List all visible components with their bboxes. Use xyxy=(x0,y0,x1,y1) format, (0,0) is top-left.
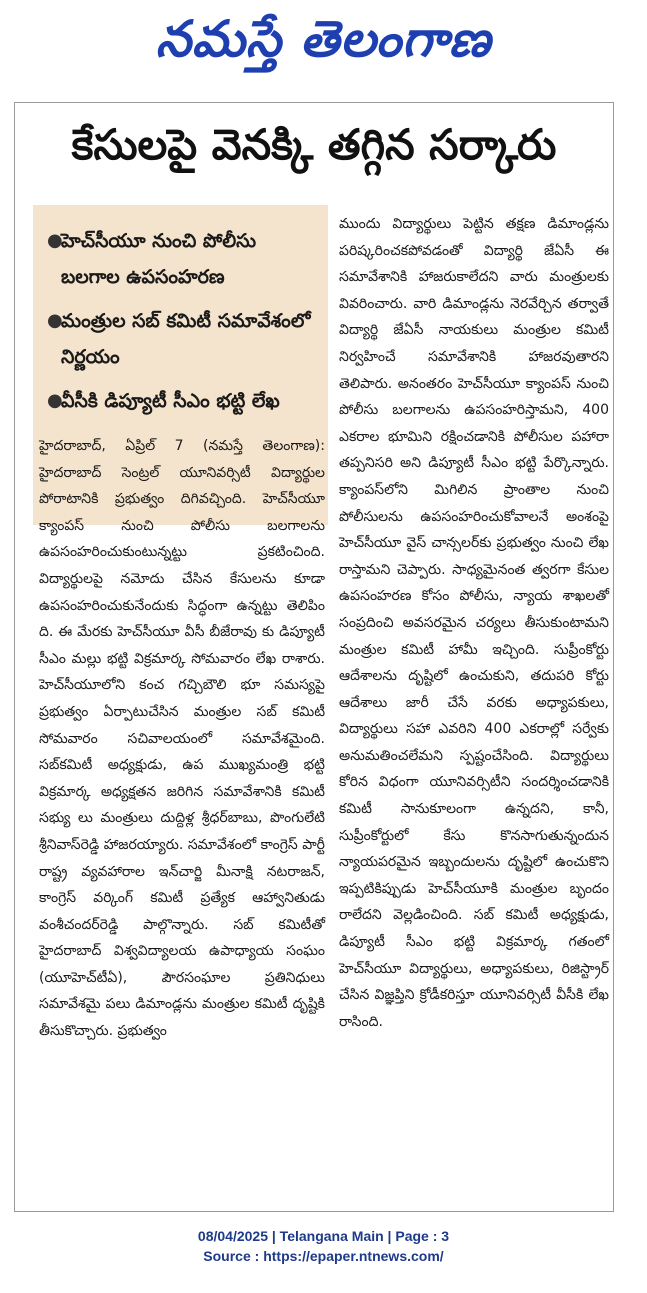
page-footer xyxy=(0,1226,647,1266)
bullet-icon: ● xyxy=(47,390,63,411)
highlight-item xyxy=(47,303,320,375)
highlight-text: వీసీకి డిప్యూటీ సీఎం భట్టి లేఖ xyxy=(61,390,280,412)
bullet-icon: ● xyxy=(47,230,63,251)
highlight-text: మంత్రుల సబ్ కమిటీ సమావేశంలో నిర్ణయం xyxy=(61,310,311,368)
edition-info: 08/04/2025 | Telangana Main | Page : 3 xyxy=(197,1228,450,1244)
source-link[interactable]: Source : https://epaper.ntnews.com/ xyxy=(203,1248,444,1264)
newspaper-masthead: నమస్తే తెలంగాణ xyxy=(155,10,492,68)
bullet-icon: ● xyxy=(47,310,63,331)
highlight-text: హెచ్‌సీయూ నుంచి పోలీసు బలగాల ఉపసంహరణ xyxy=(61,230,257,288)
highlight-item xyxy=(47,223,320,295)
highlight-item xyxy=(47,383,320,419)
article-clipping xyxy=(14,102,614,1212)
article-body-left-column: హైదరాబాద్, ఏప్రిల్ 7 (నమస్తే తెలంగాణ): హైదరాబాద్ సెంట్రల్ యూనివర్సిటీ విద్యార్థుల పోరాటానికి ప్రభుత్వం దిగివచ్చింది. హెచ్‌సీయూ క్యాంపస్ నుంచి పోలీసు బలగాలను ఉపసంహరించుకుంటున్నట్టు ప్రకటించింది. విద్యార్థులపై నమోదు చేసిన కేసులను కూడా ఉపసంహరించుకునేందుకు సిద్ధంగా ఉన్నట్టు తెలిపిం ది. ఈ మేరకు హెచ్‌సీయూ వీసీ బీజేరావు కు డిప్యూటీ సీఎం మల్లు భట్టి విక్రమార్క సోమవారం లేఖ రాశారు. హెచ్‌సీయూలోని కంచ గచ్చిబౌలి భూ సమస్యపై ప్రభుత్వం ఏర్పాటుచేసిన మంత్రుల సబ్ కమిటీ సోమవారం సచివాలయంలో సమావేశమైంది. సబ్‌కమిటీ అధ్యక్షుడు, ఉప ముఖ్యమంత్రి భట్టి విక్రమార్క అధ్యక్షతన జరిగిన సమావేశానికి కమిటీ సభ్యు లు మంత్రులు దుద్దిళ్ల శ్రీధర్‌బాబు, పొంగులేటి శ్రీనివాస్‌రెడ్డి హాజరయ్యారు. సమావేశంలో కాంగ్రెస్ పార్టీ రాష్ట్ర వ్యవహారాల ఇన్‌చార్జి మీనాక్షి నటరాజన్, కాంగ్రెస్ వర్కింగ్ కమిటీ ప్రత్యేక ఆహ్వానితుడు వంశీచందర్‌రెడ్డి పాల్గొన్నారు. సబ్ కమిటీతో హైదరాబాద్ విశ్వవిద్యాలయ ఉపాధ్యాయ సంఘం (యూహెచ్‌టీఏ), పౌరసంఘాల ప్రతినిధులు సమావేశమై పలు డిమాండ్లను మంత్రుల కమిటీ దృష్టికి తీసుకొచ్చారు. ప్రభుత్వం xyxy=(39,438,325,1040)
article-body-right-column: ముందు విద్యార్థులు పెట్టిన తక్షణ డిమాండ్లను పరిష్కరించకపోవడంతో విద్యార్థి జేఏసీ ఈ సమావేశానికి హాజరుకాలేదని వారు మంత్రులకు వివరించారు. వారి డిమాండ్లను నెరవేర్చిన తర్వాతే విద్యార్థి జేఏసీ నాయకులు మంత్రుల కమిటీ నిర్వహించే సమావేశానికి హాజరవుతారని తెలిపారు. అనంతరం హెచ్‌సీయూ క్యాంపస్ నుంచి పోలీసు బలగాలను ఉపసంహరిస్తామని, 400 ఎకరాల భూమిని రక్షించడానికి పోలీసుల పహారా తప్పనిసరి అని డిప్యూటీ సీఎం భట్టి పేర్కొన్నారు. క్యాంపస్‌లోని మిగిలిన ప్రాంతాల నుంచి పోలీసులను ఉపసంహరించుకోవాలనే అంశంపై హెచ్‌సీయూ వైస్ చాన్సలర్‌కు ప్రభుత్వం నుంచి లేఖ రాస్తామని చెప్పారు. సాధ్యమైనంత త్వరగా కేసుల ఉపసంహరణ కోసం పోలీసు, న్యాయ శాఖలతో సంప్రదించి అవసరమైన చర్యలు తీసుకుంటామని మంత్రుల కమిటీ హామీ ఇచ్చింది. సుప్రీంకోర్టు ఆదేశాలను దృష్టిలో ఉంచుకుని, తదుపరి కోర్టు ఆదేశాలు జారీ చేసే వరకు అధ్యాపకులు, విద్యార్థులు సహా ఎవరిని 400 ఎకరాల్లో సర్వేకు అనుమతించలేమని స్పష్టంచేసింది. విద్యార్థులు కోరిన విధంగా యూనివర్సిటీని సందర్శించడానికి కమిటీ సానుకూలంగా ఉన్నదని, కానీ, సుప్రీంకోర్టులో కేసు కొనసాగుతున్నందున న్యాయపరమైన ఇబ్బందులను దృష్టిలో ఉంచుకొని ఇప్పటికిప్పుడు హెచ్‌సీయూకి మంత్రుల బృందం రాలేదని వెల్లడించింది. సబ్ కమిటీ అధ్యక్షుడు, డిప్యూటీ సీఎం భట్టి విక్రమార్క గతంలో హెచ్‌సీయూ విద్యార్థులు, అధ్యాపకులు, రిజిస్ట్రార్ చేసిన విజ్ఞప్తిని క్రోడీకరిస్తూ యూనివర్సిటీ వీసీకి లేఖ రాసింది. xyxy=(339,216,609,1030)
article-headline: కేసులపై వెనక్కి తగ్గిన సర్కారు xyxy=(71,120,557,169)
